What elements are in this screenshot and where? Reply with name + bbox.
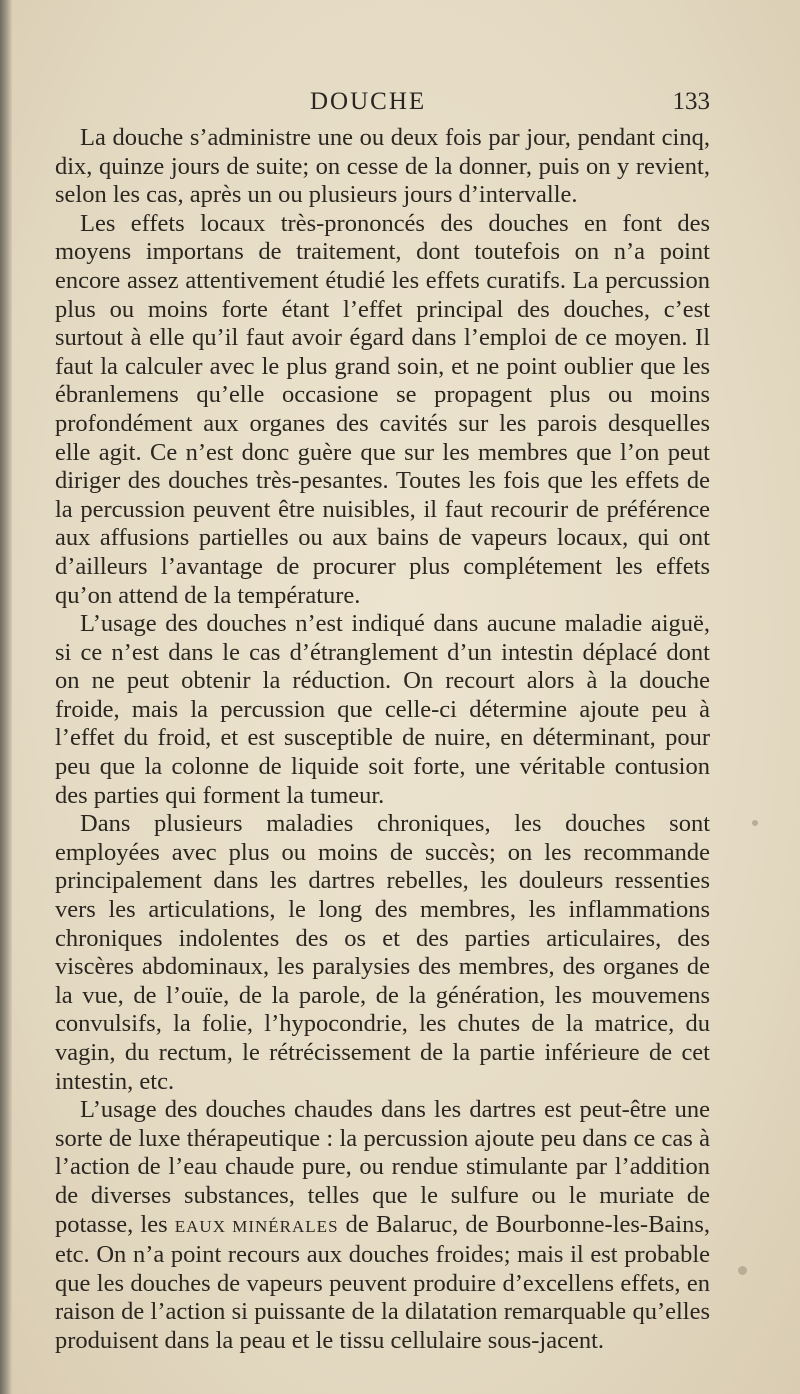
paragraph xyxy=(55,1096,710,1355)
paragraph: Dans plusieurs maladies chroniques, les douches sont employées avec plus ou moins de succès; on les recommande principalement dans les dartres rebelles, les douleurs ressenties vers les articulations, le long des membres, les inflammations chroniques indolentes des os et des parties articulaires, des viscères abdominaux, les paralysies des membres, des organes de la vue, de l’ouïe, de la parole, de la génération, les mouvemens convulsifs, la folie, l’hypocondrie, les chutes de la matrice, du vagin, du rectum, le rétrécissement de la partie inférieure de cet intestin, etc. xyxy=(55,810,710,1095)
paragraph: Les effets locaux très-prononcés des douches en font des moyens importans de traitement, dont toutefois on n’a point encore assez attentivement étudié les effets curatifs. La percussion plus ou moins forte étant l’effet principal des douches, c’est surtout à elle qu’il faut avoir égard dans l’emploi de ce moyen. Il faut la calculer avec le plus grand soin, et ne point oublier que les ébranlemens qu’elle occasione se propagent plus ou moins profondément aux organes des cavités sur les parois desquelles elle agit. Ce n’est donc guère que sur les membres que l’on peut diriger des douches très-pesantes. Toutes les fois que les effets de la percussion peuvent être nuisibles, il faut recourir de préférence aux affusions partielles ou aux bains de vapeurs locaux, qui ont d’ailleurs l’avantage de procurer plus complétement les effets qu’on attend de la température. xyxy=(55,209,710,609)
page-gutter-shadow xyxy=(0,0,12,1394)
body-text xyxy=(55,124,710,1356)
page-header xyxy=(60,88,710,128)
paragraph: L’usage des douches n’est indiqué dans aucune maladie aiguë, si ce n’est dans le cas d’étranglement d’un intestin déplacé dont on ne peut obtenir la réduction. On recourt alors à la douche froide, mais la percussion que celle-ci détermine ajoute peu à l’effet du froid, et est susceptible de nuire, en déterminant, pour peu que la colonne de liquide soit forte, une véritable contusion des parties qui forment la tumeur. xyxy=(55,610,710,809)
page-number: 133 xyxy=(672,88,710,115)
paper-speck xyxy=(738,1266,747,1275)
paragraph: La douche s’administre une ou deux fois par jour, pendant cinq, dix, quinze jours de suite; on cesse de la donner, puis on y revient, selon les cas, après un ou plusieurs jours d’intervalle. xyxy=(55,124,710,209)
running-title: DOUCHE xyxy=(310,88,427,115)
paragraph-text: L’usage des douches chaudes dans les dartres est peut-être une sorte de luxe thérapeutique : la percussion ajoute peu dans ce cas à l’action de l’eau chaude pure, ou rendue stimulante par l’addition de diverses substances, telles que le sulfure ou le muriate de potasse, les xyxy=(55,1096,710,1238)
paper-speck xyxy=(752,820,758,826)
small-caps-reference: EAUX MINÉRALES xyxy=(174,1216,339,1236)
paragraph-text: de Balaruc, de Bourbonne-les-Bains, etc. On n’a point recours aux douches froides; mais il est probable que les douches de vapeurs peuvent produire d’excellens effets, en raison de l’action si puissante de la dilatation remarquable qu’elles produisent dans la peau et le tissu cellulaire sous-jacent. xyxy=(55,1210,710,1354)
